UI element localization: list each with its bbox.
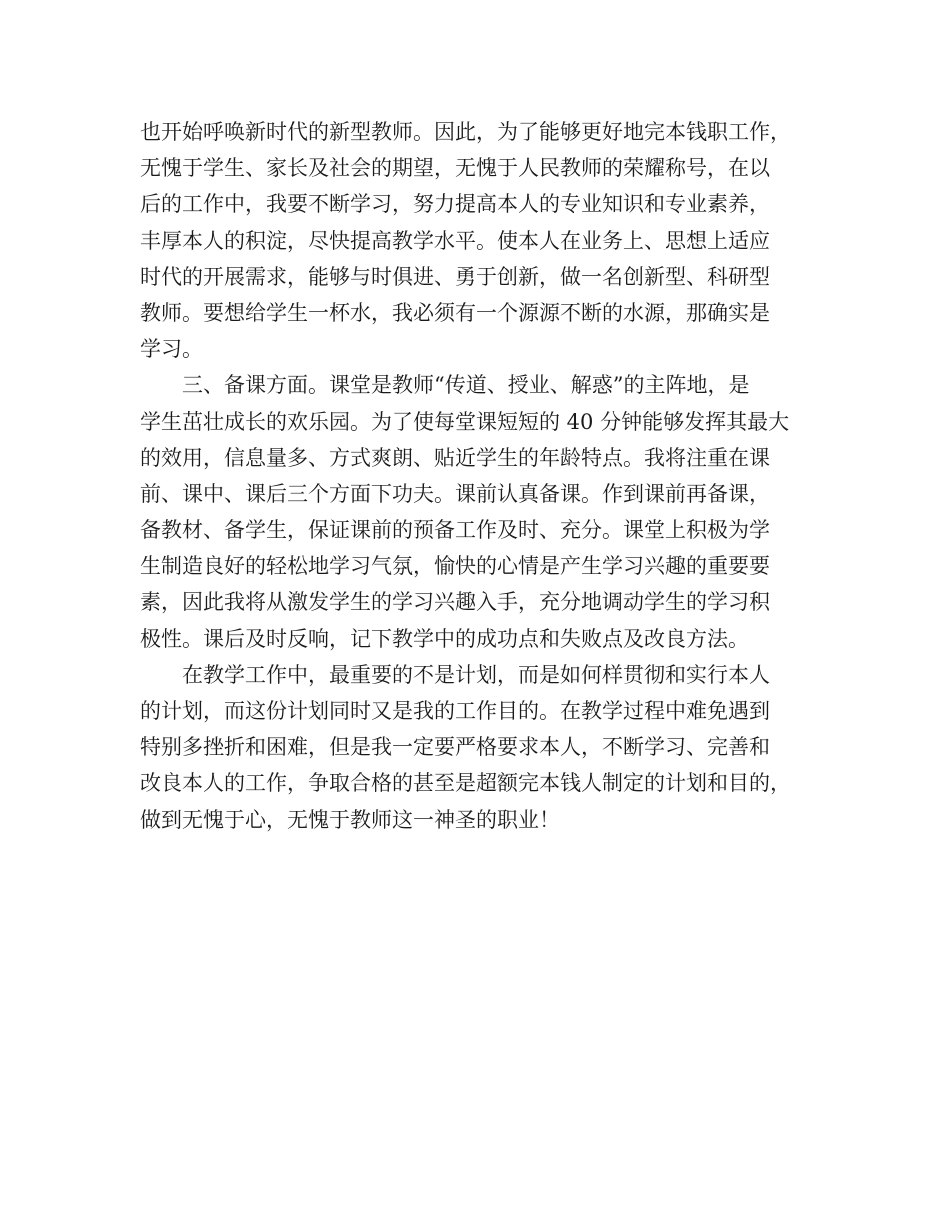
- text-line: 备教材、备学生，保证课前的预备工作及时、充分。课堂上积极为学: [140, 518, 770, 543]
- text-line: 做到无愧于心，无愧于教师这一神圣的职业！: [140, 807, 560, 832]
- text-line: 无愧于学生、家长及社会的期望，无愧于人民教师的荣耀称号，在以: [140, 156, 770, 181]
- text-line: 后的工作中，我要不断学习，努力提高本人的专业知识和专业素养，: [140, 192, 770, 217]
- text-line: 学生茁壮成长的欢乐园。为了使每堂课短短的 40 分钟能够发挥其最大: [140, 409, 790, 434]
- text-line: 学习。: [140, 337, 203, 362]
- text-line: 三、备课方面。课堂是教师“传道、授业、解惑”的主阵地，是: [182, 373, 750, 398]
- text-line: 丰厚本人的积淀，尽快提高教学水平。使本人在业务上、思想上适应: [140, 228, 770, 253]
- text-line: 也开始呼唤新时代的新型教师。因此，为了能够更好地完本钱职工作，: [140, 120, 791, 144]
- paragraph-2: [140, 367, 840, 657]
- text-line: 改良本人的工作，争取合格的甚至是超额完本钱人制定的计划和目的，: [140, 771, 791, 796]
- text-line: 时代的开展需求，能够与时俱进、勇于创新，做一名创新型、科研型: [140, 264, 770, 289]
- text-line: 的计划，而这份计划同时又是我的工作目的。在教学过程中难免遇到: [140, 699, 770, 723]
- paragraph-1: [140, 114, 840, 367]
- document-body: [140, 114, 840, 838]
- text-line: 生制造良好的轻松地学习气氛，愉快的心情是产生学习兴趣的重要要: [140, 554, 770, 579]
- text-line: 极性。课后及时反响，记下教学中的成功点和失败点及改良方法。: [140, 626, 749, 651]
- text-line: 在教学工作中，最重要的不是计划，而是如何样贯彻和实行本人: [182, 662, 770, 687]
- text-line: 教师。要想给学生一杯水，我必须有一个源源不断的水源，那确实是: [140, 300, 770, 325]
- text-line: 特别多挫折和困难，但是我一定要严格要求本人，不断学习、完善和: [140, 735, 770, 760]
- text-line: 素，因此我将从激发学生的学习兴趣入手，充分地调动学生的学习积: [140, 590, 770, 615]
- text-line: 的效用，信息量多、方式爽朗、贴近学生的年龄特点。我将注重在课: [140, 445, 770, 470]
- text-line: 前、课中、课后三个方面下功夫。课前认真备课。作到课前再备课，: [140, 481, 770, 506]
- paragraph-3: [140, 657, 840, 838]
